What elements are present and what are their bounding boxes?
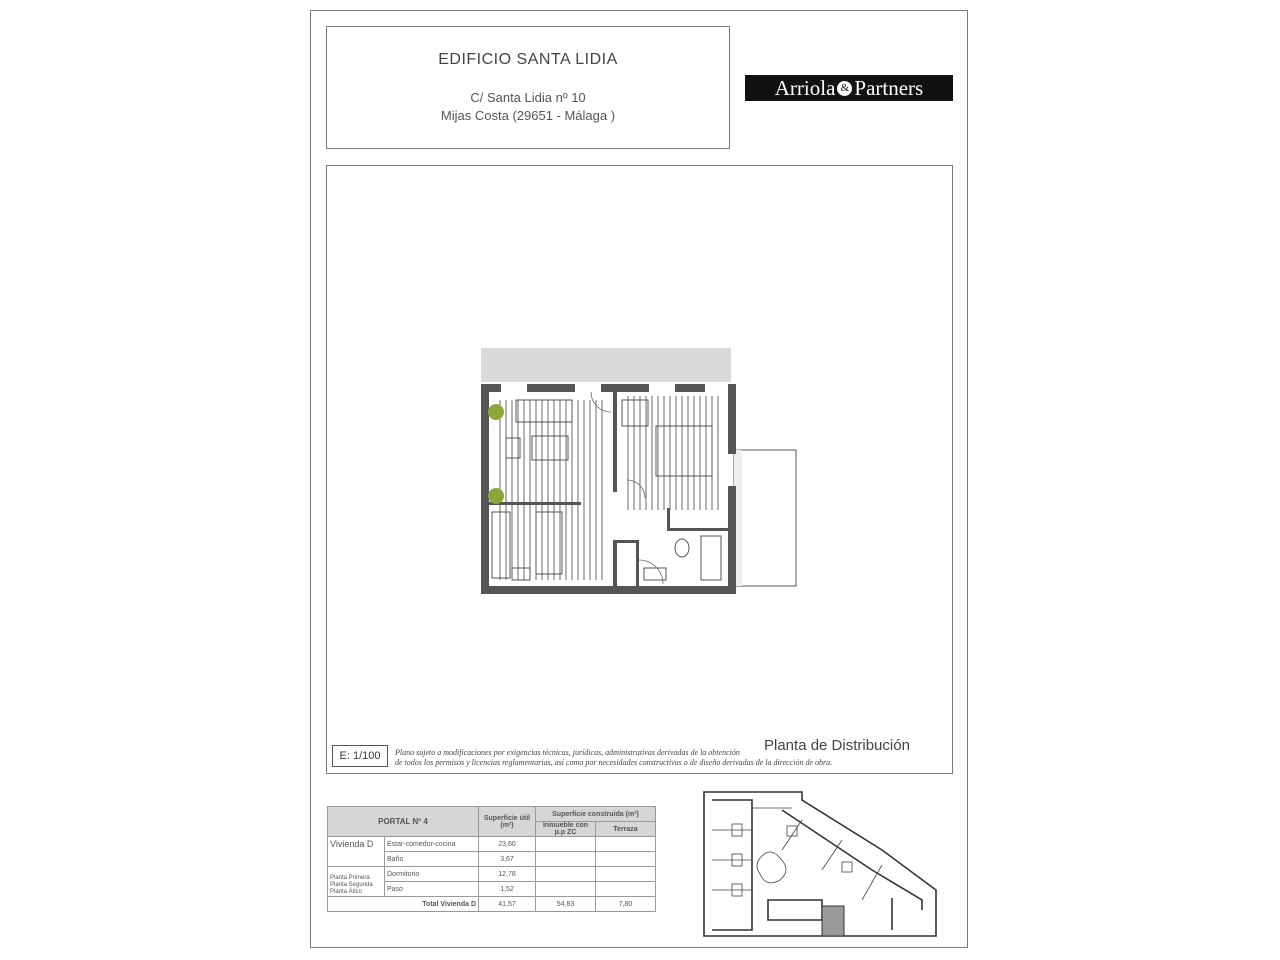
util-header: Superficie útil (m²)	[479, 807, 536, 837]
floor-stripes	[500, 396, 718, 580]
company-logo	[745, 75, 953, 101]
logo-text-left: Arriola	[774, 75, 836, 100]
address-line-2: Mijas Costa (29651 - Málaga )	[440, 108, 616, 123]
key-plan-highlight	[822, 906, 844, 936]
title-block	[326, 26, 730, 149]
room-name: Dormitorio	[385, 867, 479, 882]
room-name: Baño	[385, 852, 479, 867]
key-plan-drawing	[692, 790, 938, 938]
plants	[488, 404, 504, 504]
inmueble-header: Inmueble con p.p ZC	[536, 822, 596, 837]
dining-table	[532, 436, 568, 460]
kitchen-sink	[512, 568, 530, 580]
total-label: Total Vivienda D	[328, 897, 479, 912]
floor-label: Planta Ático	[330, 889, 363, 895]
furniture	[492, 400, 721, 580]
floors-cell	[328, 867, 385, 897]
balcony-area	[481, 348, 731, 382]
area-table	[327, 806, 656, 912]
table-header-row	[328, 807, 656, 822]
table-row	[328, 837, 656, 852]
room-area: 1,52	[479, 882, 536, 897]
kitchen-counter	[492, 512, 510, 578]
address-line-1: C/ Santa Lidia nº 10	[470, 90, 586, 105]
kitchen-island	[536, 512, 562, 574]
total-terraza: 7,80	[596, 897, 656, 912]
key-plan-outline	[704, 792, 936, 936]
total-row	[328, 897, 656, 912]
bedroom-chair	[622, 400, 648, 426]
room-area: 23,60	[479, 837, 536, 852]
room-area: 3,67	[479, 852, 536, 867]
walls	[481, 384, 736, 594]
toilet	[675, 539, 689, 557]
floor-label: Planta Primera	[330, 875, 370, 881]
floor-label: Planta Segunda	[330, 882, 373, 888]
plan-title: Planta de Distribución	[764, 737, 910, 754]
construida-header: Superficie construida (m²)	[536, 807, 656, 822]
unit-label: Vivienda D	[328, 837, 385, 867]
terrace-outline	[734, 450, 796, 586]
disclaimer-line-1: Plano sujeto a modificaciones por exigencias técnicas, jurídicas, administrativas derivadas de la obtención	[395, 748, 740, 757]
room-name: Estar-comedor-cocina	[385, 837, 479, 852]
scale-label: E: 1/100	[332, 745, 388, 767]
floor-plan-drawing	[470, 340, 810, 610]
building-name: EDIFICIO SANTA LIDIA	[438, 51, 618, 68]
disclaimer-line-2: de todos los permisos y licencias reglamentarias, así como por necesidades constructivas o de diseño derivadas de la dirección de obra.	[395, 758, 833, 767]
terraza-header: Terraza	[596, 822, 656, 837]
room-name: Paso	[385, 882, 479, 897]
key-plan-details	[712, 808, 882, 900]
portal-header: PORTAL Nº 4	[328, 807, 479, 837]
total-util: 41,57	[479, 897, 536, 912]
logo-ampersand: &	[837, 81, 852, 96]
table-row	[328, 867, 656, 882]
total-inmueble: 54,83	[536, 897, 596, 912]
room-area: 12,78	[479, 867, 536, 882]
logo-text-right: Partners	[854, 75, 924, 100]
bathtub	[701, 536, 721, 580]
